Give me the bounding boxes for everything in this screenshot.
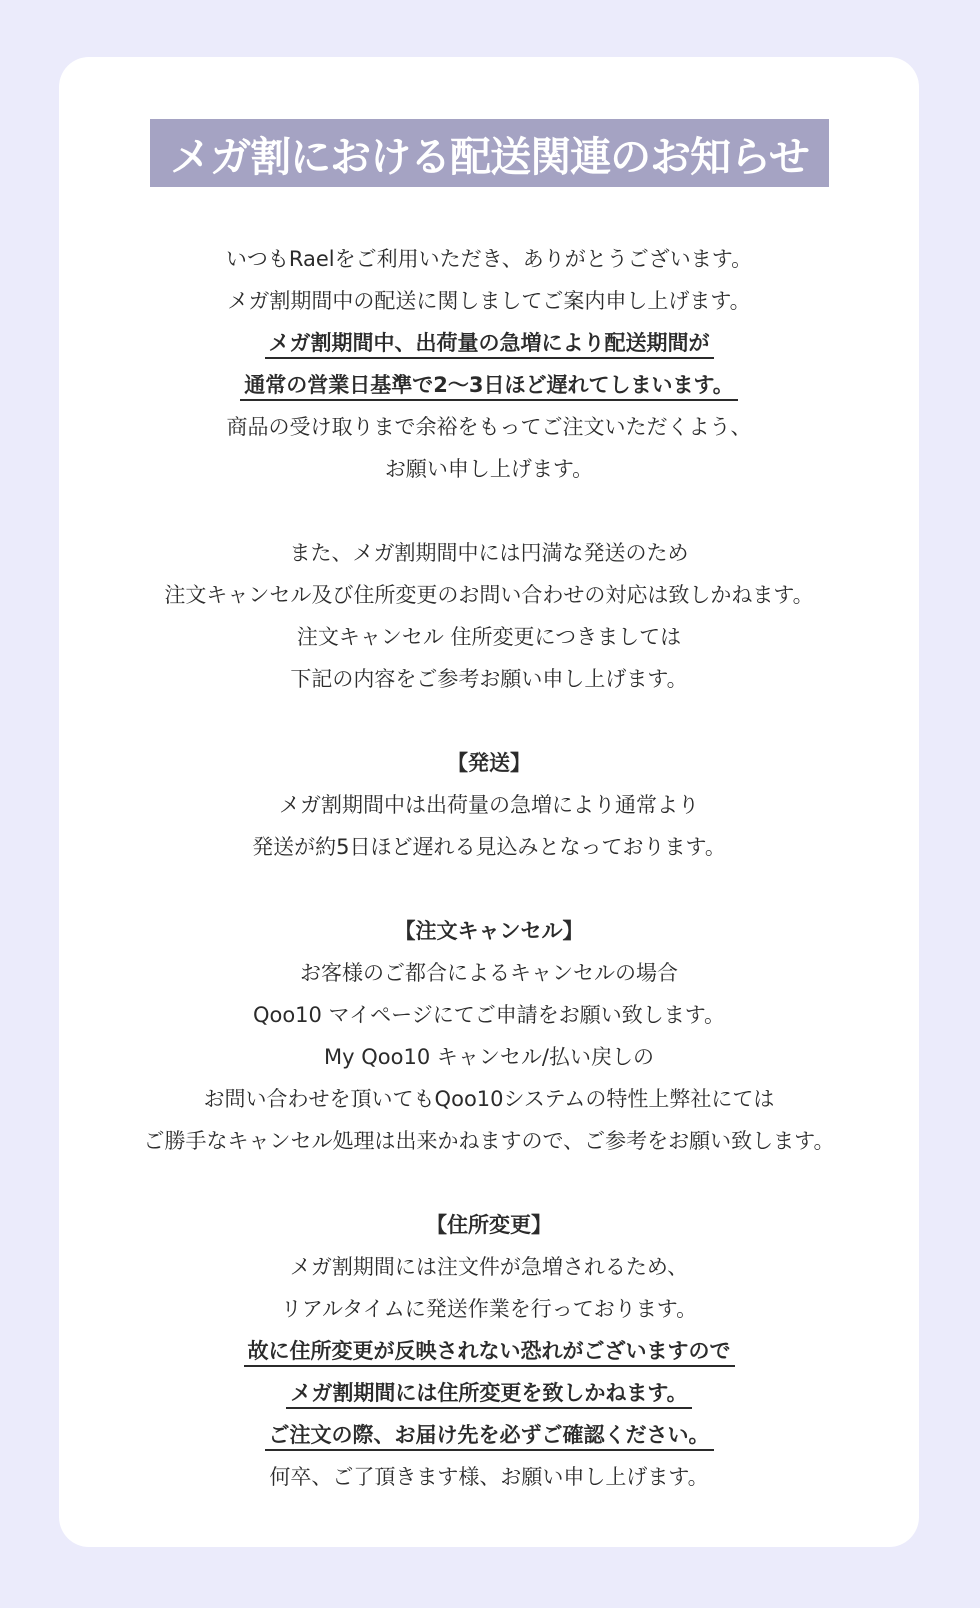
intro-line-3: 商品の受け取りまで余裕をもってご注文いただくよう、 bbox=[226, 415, 752, 439]
cancel-heading: 【注文キャンセル】 bbox=[394, 919, 584, 943]
intro-emphasis-1: メガ割期間中、出荷量の急増により配送期間が bbox=[265, 331, 714, 359]
shipping-line-1: メガ割期間中は出荷量の急増により通常より bbox=[279, 793, 699, 817]
address-emphasis-3: ご注文の際、お届け先を必ずご確認ください。 bbox=[265, 1423, 714, 1451]
cancel-line-4: お問い合わせを頂いてもQoo10システムの特性上弊社にては bbox=[203, 1087, 775, 1111]
shipping-line-2: 発送が約5日ほど遅れる見込みとなっております。 bbox=[252, 835, 726, 859]
address-heading: 【住所変更】 bbox=[426, 1213, 552, 1237]
notice-body bbox=[59, 238, 919, 1498]
notice-line-4: 下記の内容をご参考お願い申し上げます。 bbox=[290, 667, 688, 691]
title-banner bbox=[150, 119, 829, 187]
spacer bbox=[59, 1162, 919, 1204]
address-line-2: リアルタイムに発送作業を行っております。 bbox=[280, 1297, 698, 1321]
intro-line-4: お願い申し上げます。 bbox=[384, 457, 594, 481]
notice-line-3: 注文キャンセル 住所変更につきましては bbox=[296, 625, 682, 649]
cancel-line-1: お客様のご都合によるキャンセルの場合 bbox=[300, 961, 678, 985]
cancel-line-3: My Qoo10 キャンセル/払い戻しの bbox=[324, 1045, 654, 1069]
address-line-3: 何卒、ご了頂きます様、お願い申し上げます。 bbox=[269, 1465, 709, 1489]
spacer bbox=[59, 700, 919, 742]
notice-line-1: また、メガ割期間中には円満な発送のため bbox=[289, 541, 689, 565]
address-emphasis-1: 故に住所変更が反映されない恐れがございますので bbox=[244, 1339, 735, 1367]
spacer bbox=[59, 490, 919, 532]
cancel-line-5: ご勝手なキャンセル処理は出来かねますので、ご参考をお願い致します。 bbox=[143, 1129, 835, 1153]
intro-line-1: いつもRaelをご利用いただき、ありがとうございます。 bbox=[225, 247, 753, 271]
spacer bbox=[59, 868, 919, 910]
cancel-line-2: Qoo10 マイページにてご申請をお願い致します。 bbox=[252, 1003, 726, 1027]
notice-line-2: 注文キャンセル及び住所変更のお問い合わせの対応は致しかねます。 bbox=[164, 583, 814, 607]
page-title: メガ割における配送関連のお知らせ bbox=[170, 132, 809, 181]
address-line-1: メガ割期間には注文件が急増されるため、 bbox=[289, 1255, 689, 1279]
address-emphasis-2: メガ割期間には住所変更を致しかねます。 bbox=[286, 1381, 691, 1409]
intro-line-2: メガ割期間中の配送に関しましてご案内申し上げます。 bbox=[227, 289, 751, 313]
shipping-heading: 【発送】 bbox=[447, 751, 531, 775]
intro-emphasis-2: 通常の営業日基準で2～3日ほど遅れてしまいます。 bbox=[240, 373, 738, 401]
